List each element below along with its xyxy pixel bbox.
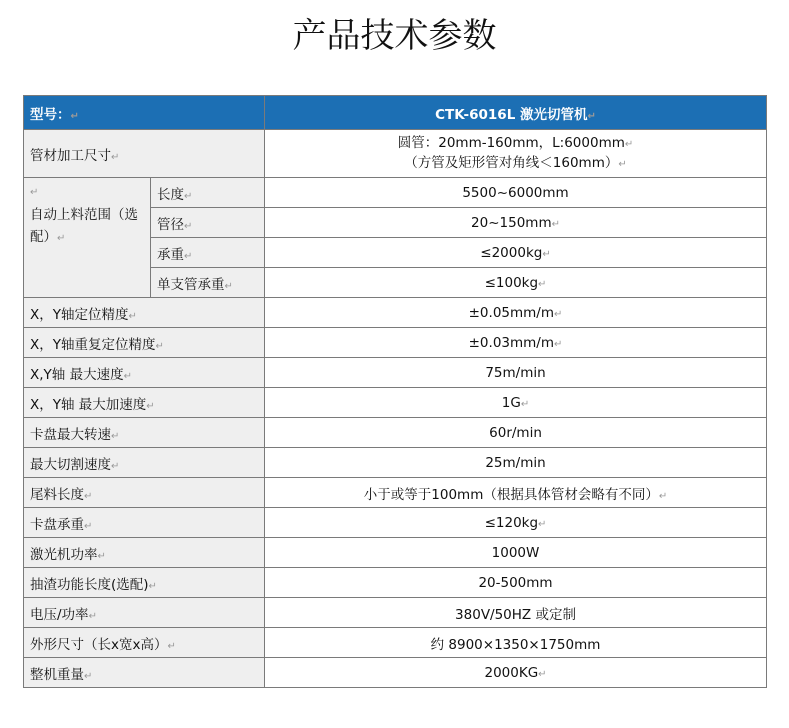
row-label: X，Y轴重复定位精度↵ <box>24 328 265 358</box>
table-row <box>24 478 767 508</box>
row-value: 20-500mm <box>265 568 767 598</box>
row-value: ±0.05mm/m↵ <box>265 298 767 328</box>
spec-table <box>23 95 767 688</box>
table-row <box>24 298 767 328</box>
table-row <box>24 358 767 388</box>
table-row <box>24 658 767 688</box>
row-value: 1G↵ <box>265 388 767 418</box>
row-label: 卡盘最大转速↵ <box>24 418 265 448</box>
row-label: X，Y轴定位精度↵ <box>24 298 265 328</box>
row-label: 卡盘承重↵ <box>24 508 265 538</box>
sub-label: 管径↵ <box>151 208 265 238</box>
table-row <box>24 508 767 538</box>
row-value: ≤2000kg↵ <box>265 238 767 268</box>
row-value: 小于或等于100mm（根据具体管材会略有不同）↵ <box>265 478 767 508</box>
row-label: 电压/功率↵ <box>24 598 265 628</box>
row-value: 2000KG↵ <box>265 658 767 688</box>
sub-label: 单支管承重↵ <box>151 268 265 298</box>
row-value: 1000W <box>265 538 767 568</box>
table-header-row <box>24 96 767 130</box>
row-label: 最大切割速度↵ <box>24 448 265 478</box>
table-row <box>24 178 767 208</box>
row-value: ±0.03mm/m↵ <box>265 328 767 358</box>
table-row <box>24 538 767 568</box>
row-value: 75m/min <box>265 358 767 388</box>
row-label: 管材加工尺寸↵ <box>24 130 265 178</box>
row-label: 外形尺寸（长x宽x高）↵ <box>24 628 265 658</box>
table-row <box>24 388 767 418</box>
model-label: 型号：↵ <box>24 96 265 130</box>
row-value: 20~150mm↵ <box>265 208 767 238</box>
table-row <box>24 130 767 178</box>
page-title: 产品技术参数 <box>292 16 497 56</box>
model-value: CTK-6016L 激光切管机↵ <box>265 96 767 130</box>
table-row <box>24 628 767 658</box>
row-label: 抽渣功能长度(选配)↵ <box>24 568 265 598</box>
row-value: ≤120kg↵ <box>265 508 767 538</box>
row-label: 激光机功率↵ <box>24 538 265 568</box>
row-value: 60r/min <box>265 418 767 448</box>
auto-loading-label: ↵ 自动上料范围（选配）↵ <box>24 178 151 298</box>
row-value: 5500~6000mm <box>265 178 767 208</box>
table-row <box>24 598 767 628</box>
table-row <box>24 328 767 358</box>
row-value: 380V/50HZ 或定制 <box>265 598 767 628</box>
row-label: X，Y轴 最大加速度↵ <box>24 388 265 418</box>
row-label: 整机重量↵ <box>24 658 265 688</box>
row-label: 尾料长度↵ <box>24 478 265 508</box>
row-value: 25m/min <box>265 448 767 478</box>
table-row <box>24 418 767 448</box>
sub-label: 长度↵ <box>151 178 265 208</box>
row-value: 约 8900×1350×1750mm <box>265 628 767 658</box>
row-label: X,Y轴 最大速度↵ <box>24 358 265 388</box>
sub-label: 承重↵ <box>151 238 265 268</box>
row-value: ≤100kg↵ <box>265 268 767 298</box>
row-value: 圆管：20mm-160mm，L:6000mm↵ （方管及矩形管对角线＜160mm）↵ <box>265 130 767 178</box>
table-row <box>24 568 767 598</box>
table-row <box>24 448 767 478</box>
